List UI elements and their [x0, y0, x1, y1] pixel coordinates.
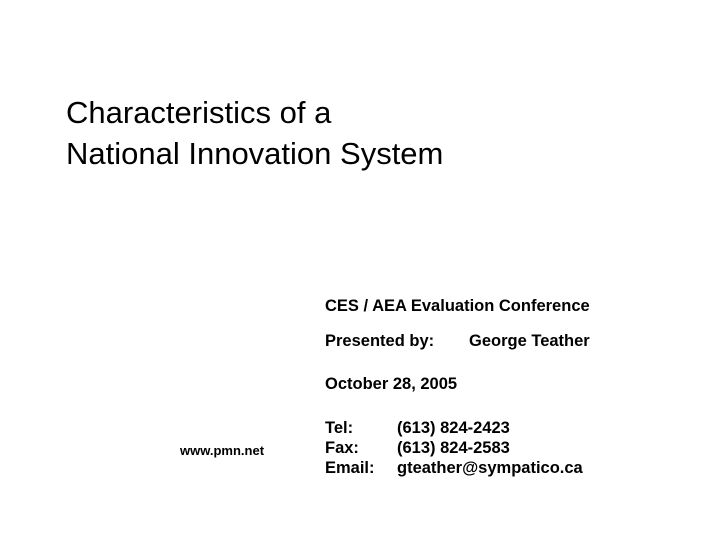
- tel-label: Tel:: [325, 419, 354, 437]
- tel-value: (613) 824-2423: [397, 419, 510, 437]
- email-label: Email:: [325, 459, 375, 477]
- website-url: www.pmn.net: [180, 443, 265, 458]
- presentation-date: October 28, 2005: [325, 375, 458, 393]
- presented-by-label: Presented by:: [325, 332, 435, 350]
- slide-title-line-1: Characteristics of a: [66, 95, 332, 130]
- contact-labels: [325, 418, 375, 478]
- slide-title: [66, 92, 443, 174]
- slide-title-line-2: National Innovation System: [66, 136, 444, 171]
- conference-name: CES / AEA Evaluation Conference: [325, 297, 590, 315]
- email-value: gteather@sympatico.ca: [397, 459, 583, 477]
- presenter-name: George Teather: [469, 332, 590, 350]
- fax-label: Fax:: [325, 439, 359, 457]
- fax-value: (613) 824-2583: [397, 439, 510, 457]
- contact-values: [397, 418, 583, 478]
